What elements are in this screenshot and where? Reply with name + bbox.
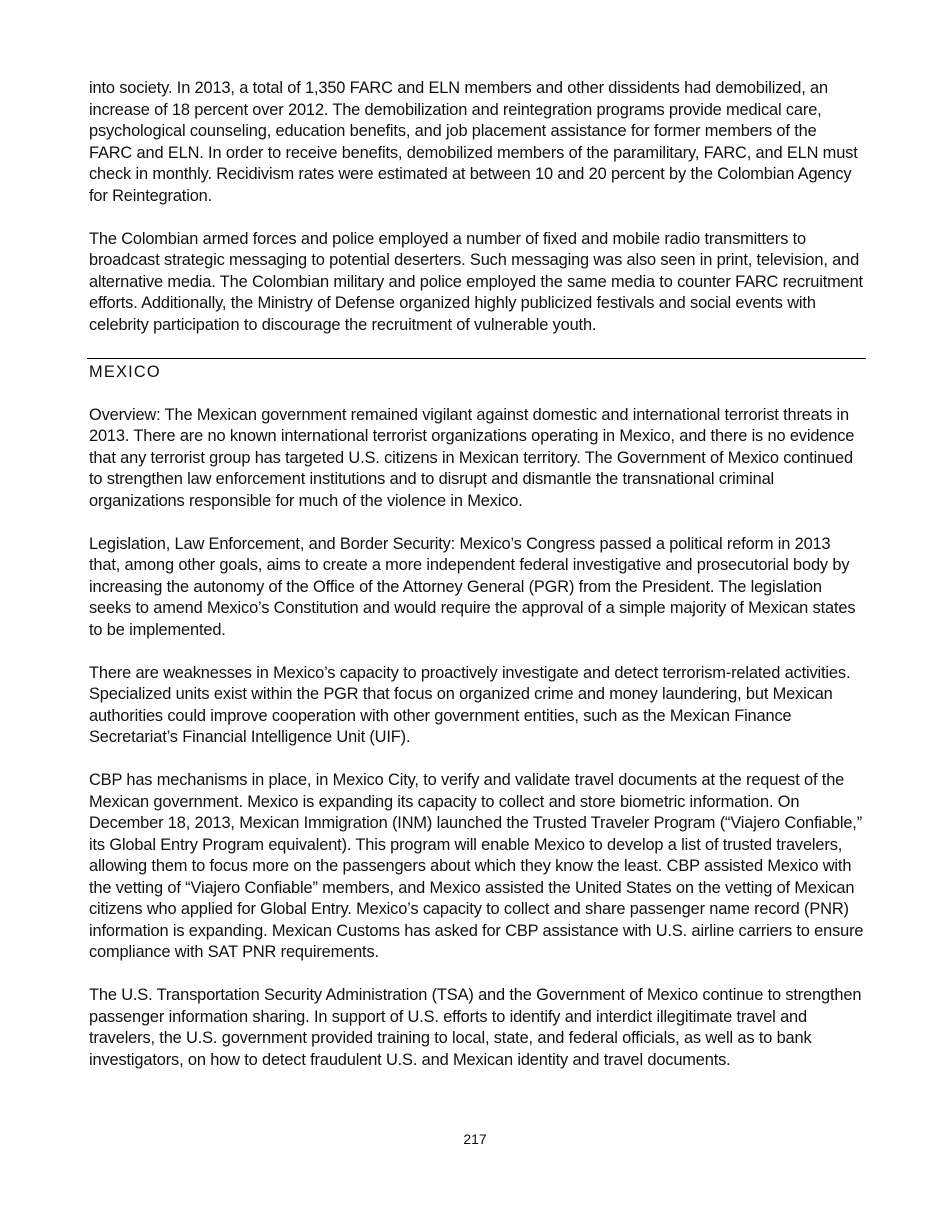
document-page (89, 78, 864, 1093)
section-heading: MEXICO (89, 362, 161, 381)
paragraph-overview (89, 405, 864, 513)
paragraph-messaging: The Colombian armed forces and police employed a number of fixed and mobile radio transmitters to broadcast strategic messaging to potential deserters. Such messaging was also seen in print, television, and alternative media. The Colombian military and police employed the same media to counter FARC recruitment efforts. Additionally, the Ministry of Defense organized highly publicized festivals and social events with celebrity participation to discourage the recruitment of vulnerable youth. (89, 229, 863, 334)
section-divider (87, 358, 866, 359)
paragraph-cbp: CBP has mechanisms in place, in Mexico City, to verify and validate travel documents at the request of the Mexican government. Mexico is expanding its capacity to collect and store biometric information. On December 18, 2013, Mexican Immigration (INM) launched the Trusted Traveler Program (“Viajero Confiable,” its Global Entry Program equivalent). This program will enable Mexico to develop a list of trusted travelers, allowing them to focus more on the passengers about which they know the least. CBP assisted Mexico with the vetting of “Viajero Confiable” members, and Mexico assisted the United States on the vetting of Mexican citizens who applied for Global Entry. Mexico’s capacity to collect and share passenger name record (PNR) information is expanding. Mexican Customs has asked for CBP assistance with U.S. airline carriers to ensure compliance with SAT PNR requirements. (89, 771, 864, 961)
overview-label: Overview: (89, 405, 161, 424)
legislation-label: Legislation, Law Enforcement, and Border Security: (89, 534, 456, 553)
paragraph-tsa: The U.S. Transportation Security Administration (TSA) and the Government of Mexico continue to strengthen passenger information sharing. In support of U.S. efforts to identify and interdict illegitimate travel and travelers, the U.S. government provided training to local, state, and federal officials, as well as to bank investigators, on how to detect fraudulent U.S. and Mexican identity and travel documents. (89, 986, 862, 1069)
paragraph-demobilization: into society. In 2013, a total of 1,350 FARC and ELN members and other dissidents had demobilized, an increase of 18 percent over 2012. The demobilization and reintegration programs provide medical care, psychological counseling, education benefits, and job placement assistance for former members of the FARC and ELN. In order to receive benefits, demobilized members of the paramilitary, FARC, and ELN must check in monthly. Recidivism rates were estimated at between 10 and 20 percent by the Colombian Agency for Reintegration. (89, 79, 858, 205)
paragraph-weaknesses: There are weaknesses in Mexico’s capacity to proactively investigate and detect terrorism-related activities. Specialized units exist within the PGR that focus on organized crime and money laundering, but Mexican authorities could improve cooperation with other government entities, such as the Mexican Finance Secretariat’s Financial Intelligence Unit (UIF). (89, 663, 851, 746)
legislation-text: Mexico’s Congress passed a political reform in 2013 that, among other goals, aims to create a more independent federal investigative and prosecutorial body by increasing the autonomy of the Office of the Attorney General (PGR) from the President. The legislation seeks to amend Mexico’s Constitution and would require the approval of a simple majority of Mexican states to be implemented. (89, 534, 856, 639)
overview-text: The Mexican government remained vigilant against domestic and international terrorist threats in 2013. There are no known international terrorist organizations operating in Mexico, and there is no evidence that any terrorist group has targeted U.S. citizens in Mexican territory. The Government of Mexico continued to strengthen law enforcement institutions and to disrupt and dismantle the transnational criminal organizations responsible for much of the violence in Mexico. (89, 405, 855, 510)
paragraph-legislation (89, 534, 864, 642)
page-number: 217 (463, 1131, 487, 1147)
